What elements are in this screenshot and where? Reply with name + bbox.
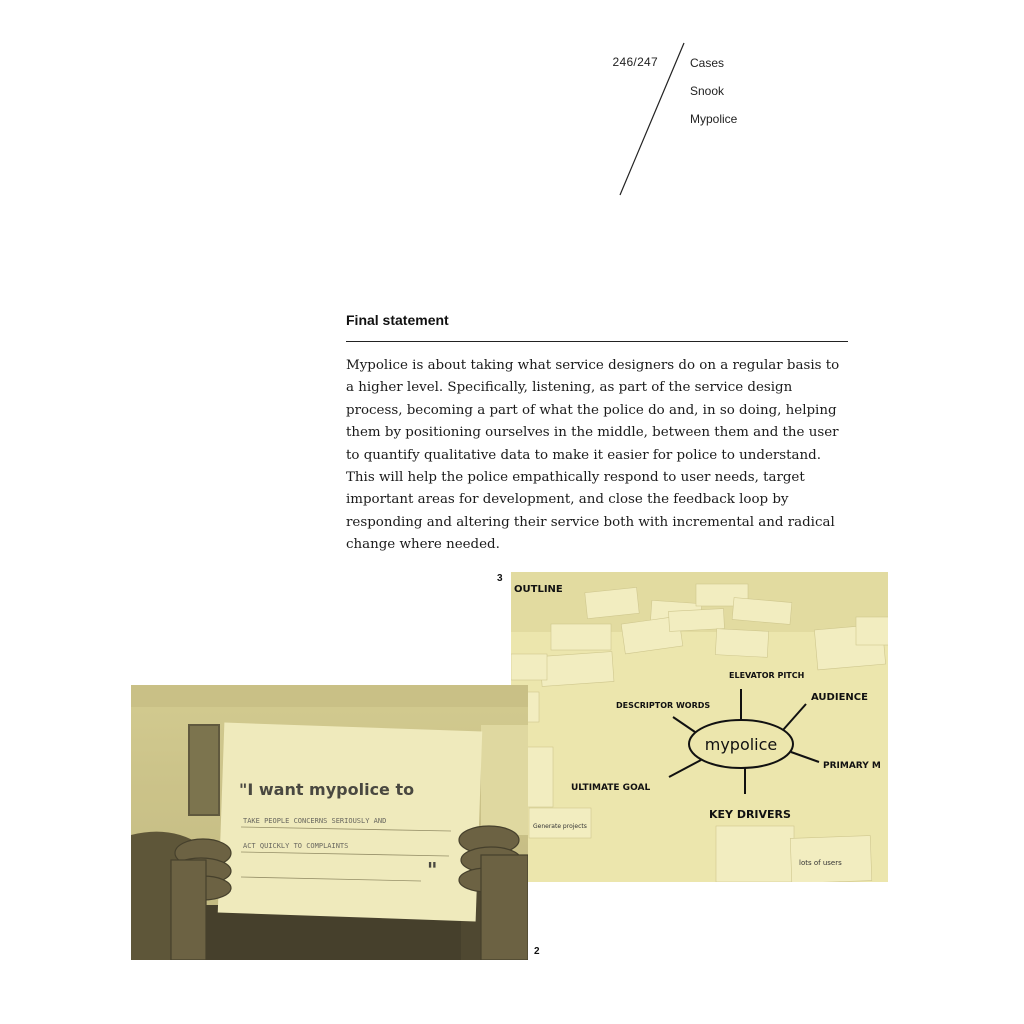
sticky-note-text: Generate projects [533,823,587,830]
breadcrumb-item-mypolice[interactable]: Mypolice [690,112,738,126]
figure-number-2: 2 [534,946,540,957]
card-handwriting-line-1: TAKE PEOPLE CONCERNS SERIOUSLY AND [243,817,387,825]
elevator-pitch-label: ELEVATOR PITCH [729,671,805,680]
card-photo [131,685,528,960]
key-drivers-label: KEY DRIVERS [709,808,791,821]
card-handwriting-line-2: ACT QUICKLY TO COMPLAINTS [243,842,349,850]
card-close-quote: " [427,858,438,882]
breadcrumb-item-snook[interactable]: Snook [690,84,725,98]
sticky-note-text: lots of users [799,859,842,867]
breadcrumb [690,55,737,139]
header-slash-divider [0,0,1024,220]
page-number: 246/247 [612,55,658,69]
section-title: Final statement [346,312,449,328]
ultimate-goal-label: ULTIMATE GOAL [571,783,651,793]
mindmap-photo [511,572,888,882]
figure-number-3: 3 [497,573,503,584]
primary-label: PRIMARY M [823,761,881,771]
breadcrumb-item-cases[interactable]: Cases [690,56,725,70]
card-heading: "I want mypolice to [239,780,415,799]
body-paragraph: Mypolice is about taking what service designers do on a regular basis to a higher level. Specifically, listening, as part of the service design process, becoming a part of what the police do and, in so doing, helping them by positioning ourselves in the middle, between them and the user to quantify qualitative data to make it easier for police to understand. This will help the police empathically respond to user needs, target important areas for development, and close the feedback loop by responding and altering their service both with incremental and radical change where needed. [346,358,840,553]
outline-label: OUTLINE [514,584,563,595]
section-rule [346,341,848,342]
mindmap-center-label: mypolice [704,735,778,754]
audience-label: AUDIENCE [811,692,868,703]
descriptor-words-label: DESCRIPTOR WORDS [616,701,711,710]
